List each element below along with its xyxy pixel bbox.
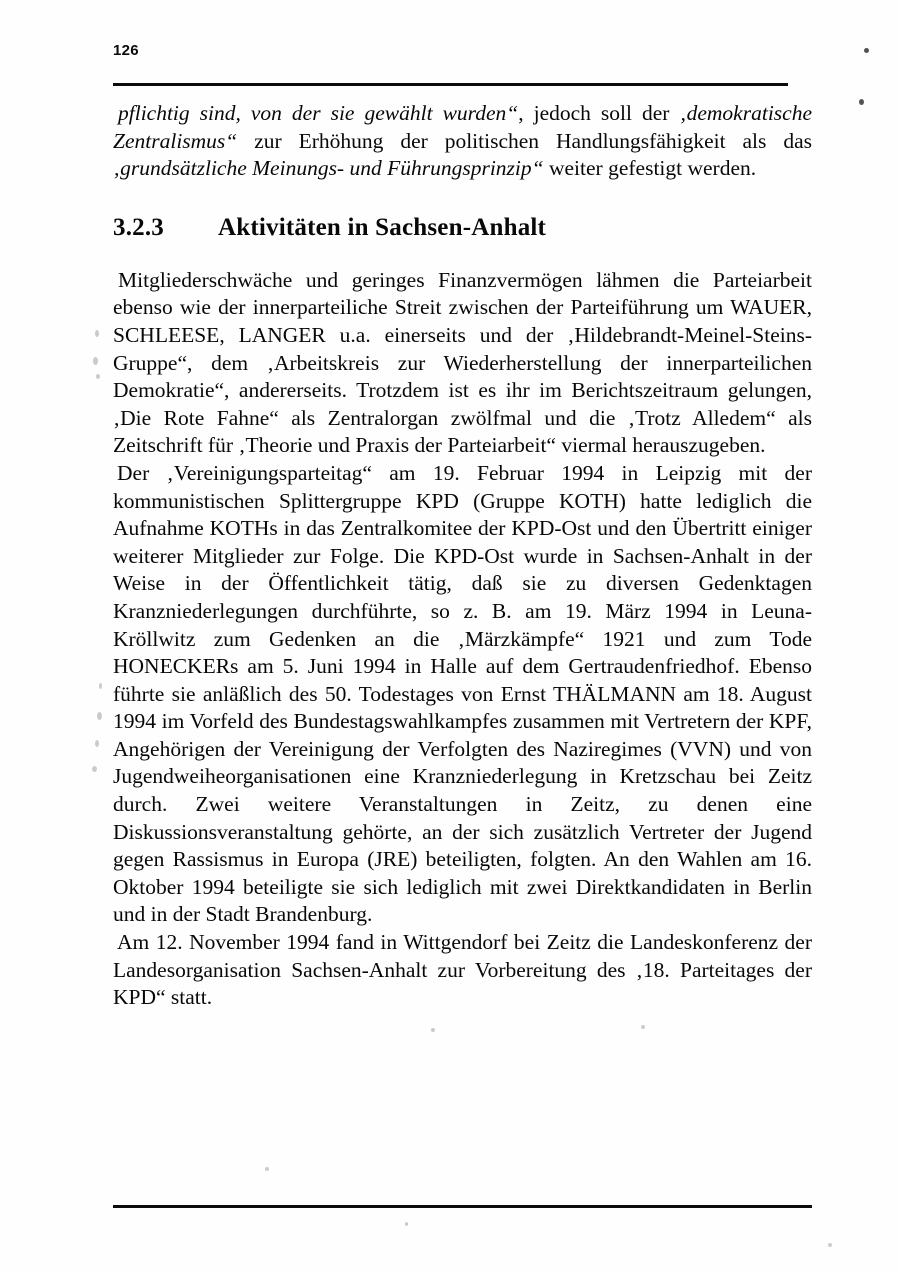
section-heading — [113, 183, 812, 267]
continued-text-2: zur Erhöhung der politischen Handlungsfähigkeit als das — [237, 128, 812, 153]
continued-text-3: weiter gefestigt werden. — [543, 156, 757, 181]
section-number: 3.2.3 — [113, 213, 164, 241]
paragraph-2: Der ‚Vereinigungsparteitag“ am 19. Februar 1994 in Leipzig mit der kommunistischen Splittergruppe KPD (Gruppe KOTH) hatte lediglich die Aufnahme KOTHs in das Zentralkomitee der KPD-Ost und den Übertritt einiger weiterer Mitglieder zur Folge. Die KPD-Ost wurde in Sachsen-Anhalt in der Weise in der Öffentlichkeit tätig, daß sie zu diversen Gedenktagen Kranzniederlegungen durchführte, so z. B. am 19. März 1994 in Leuna-Kröllwitz zum Gedenken an die ‚Märzkämpfe“ 1921 und zum Tode HONECKERs am 5. Juni 1994 in Halle auf dem Gertraudenfriedhof. Ebenso führte sie anläßlich des 50. Todestages von Ernst THÄLMANN am 18. August 1994 im Vorfeld des Bundestagswahlkampfes zusammen mit Vertretern der KPF, Angehörigen der Vereinigung der Verfolgten des Naziregimes (VVN) und von Jugendweiheorganisationen eine Kranzniederlegung in Kretzschau bei Zeitz durch. Zwei weitere Veranstaltungen in Zeitz, zu denen eine Diskussionsveranstaltung gehörte, an der sich zusätzlich Vertreter der Jugend gegen Rassismus in Europa (JRE) beteiligten, folgten. An den Wahlen am 16. Oktober 1994 beteiligte sie sich lediglich mit zwei Direktkandidaten in Berlin und in der Stadt Brandenburg. — [113, 460, 812, 927]
quoted-phrase-pflichtig: pflichtig sind, von der sie gewählt wurden“ — [118, 101, 519, 125]
scan-speck — [93, 357, 98, 365]
paragraph-3: Am 12. November 1994 fand in Wittgendorf bei Zeitz die Landeskonferenz der Landesorganisation Sachsen-Anhalt zur Vorbereitung des ‚18. Parteitages der KPD“ statt. — [113, 930, 812, 1010]
scan-speck — [828, 1243, 832, 1247]
paragraph-1: Mitgliederschwäche und geringes Finanzvermögen lähmen die Parteiarbeit ebenso wie der innerparteiliche Streit zwischen der Parteiführung um WAUER, SCHLEESE, LANGER u.a. einerseits und der ‚Hildebrandt-Meinel-Steins-Gruppe“, dem ‚Arbeitskreis zur Wiederherstellung der innerparteilichen Demokratie“, andererseits. Trotzdem ist es ihr im Berichtszeitraum gelungen, ‚Die Rote Fahne“ als Zentralorgan zwölfmal und die ‚Trotz Alledem“ als Zeitschrift für ‚Theorie und Praxis der Parteiarbeit“ viermal herauszugeben. — [113, 267, 812, 458]
page-number: 126 — [113, 42, 139, 59]
scan-speck — [864, 48, 869, 53]
scan-speck — [405, 1222, 408, 1226]
quoted-phrase-zentralismus: ‚demokratische Zentralismus“ — [113, 101, 812, 153]
scan-speck — [96, 374, 100, 379]
scan-speck — [99, 683, 102, 689]
footer-rule — [113, 1205, 812, 1208]
quoted-phrase-fuehrungsprinzip: ‚grundsätzliche Meinungs- und Führungsprinzip“ — [113, 156, 544, 181]
scan-speck — [431, 1028, 435, 1032]
continued-paragraph — [113, 100, 812, 183]
text-column — [113, 100, 812, 1012]
scan-speck — [92, 766, 97, 772]
scan-speck — [859, 99, 864, 105]
scan-speck — [95, 740, 99, 747]
scan-speck — [95, 330, 99, 337]
header-rule — [113, 83, 788, 86]
section-title: Aktivitäten in Sachsen-Anhalt — [218, 213, 547, 241]
continued-text-1: , jedoch soll der — [518, 101, 680, 125]
scan-speck — [265, 1167, 269, 1171]
scan-speck — [97, 712, 102, 720]
scan-speck — [641, 1025, 645, 1029]
